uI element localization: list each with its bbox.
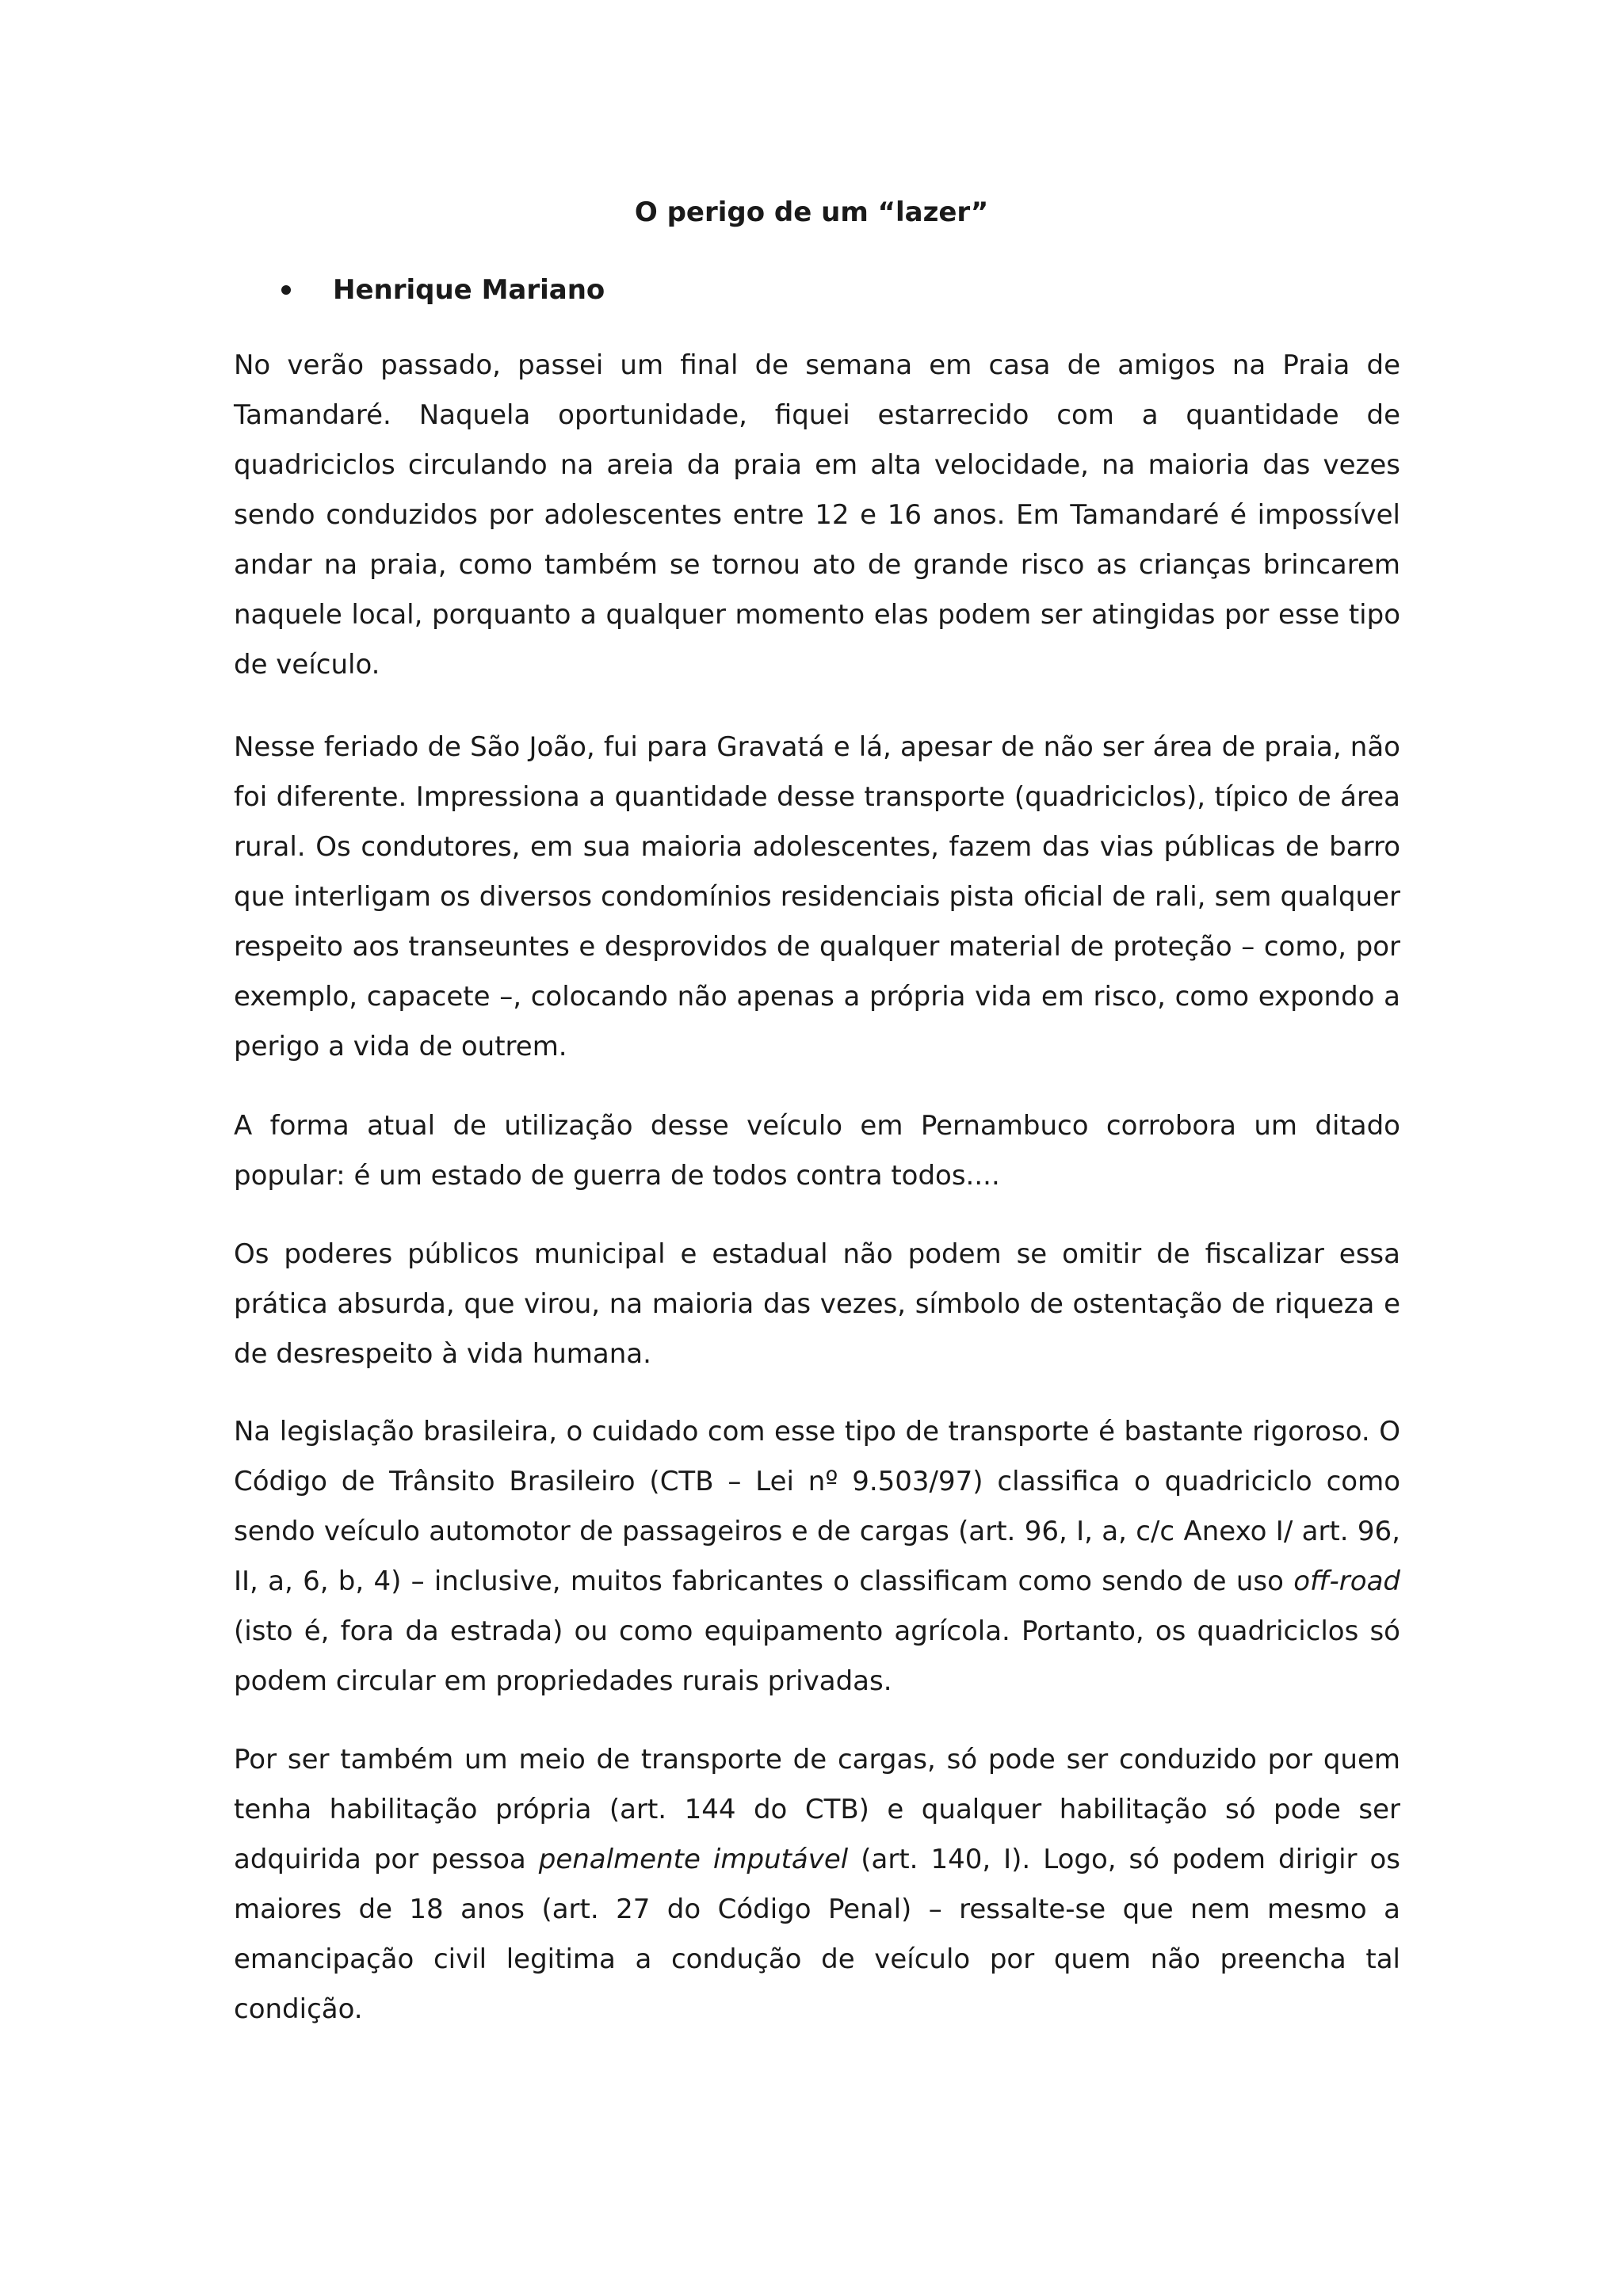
bullet-icon (281, 285, 291, 295)
paragraph-6-text-end: (art. 140, I). Logo, só podem dirigir os maiores de 18 anos (art. 27 do Código Penal) – ressalte-se que nem mesmo a emancipação civil legitima a condução de veículo por quem não preencha tal condição. (234, 1844, 1401, 2025)
paragraph-1: No verão passado, passei um final de semana em casa de amigos na Praia de Tamandaré. Naquela oportunidade, fiquei estarrecido com a quantidade de quadriciclos circulando na areia da praia em alta velocidade, na maioria das vezes sendo conduzidos por adolescentes entre 12 e 16 anos. Em Tamandaré é impossível andar na praia, como também se tornou ato de grande risco as crianças brincarem naquele local, porquanto a qualquer momento elas podem ser atingidas por esse tipo de veículo. (234, 349, 1400, 681)
paragraph-2: Nesse feriado de São João, fui para Gravatá e lá, apesar de não ser área de praia, não foi diferente. Impressiona a quantidade desse transporte (quadriciclos), típico de área rural. Os condutores, em sua maioria adolescentes, fazem das vias públicas de barro que interligam os diversos condomínios residenciais pista oficial de rali, sem qualquer respeito aos transeuntes e desprovidos de qualquer material de proteção – como, por exemplo, capacete –, colocando não apenas a própria vida em risco, como expondo a perigo a vida de outrem. (234, 731, 1400, 1062)
paragraph-5-text-start: Na legislação brasileira, o cuidado com esse tipo de transporte é bastante rigoroso. O Código de Trânsito Brasileiro (CTB – Lei nº 9.503/97) classifica o quadriciclo como sendo veículo automotor de passageiros e de cargas (art. 96, I, a, c/c Anexo I/ art. 96, II, a, 6, b, 4) – inclusive, muitos fabricantes o classificam como sendo de uso (234, 1416, 1400, 1597)
paragraph-5 (234, 1407, 1400, 1707)
author-line (281, 273, 605, 307)
paragraph-3: A forma atual de utilização desse veículo em Pernambuco corrobora um ditado popular: é um estado de guerra de todos contra todos.... (234, 1110, 1400, 1192)
paragraph-4: Os poderes públicos municipal e estadual não podem se omitir de fiscalizar essa prática absurda, que virou, na maioria das vezes, símbolo de ostentação de riqueza e de desrespeito à vida humana. (234, 1238, 1400, 1370)
document-title: O perigo de um “lazer” (634, 196, 989, 228)
paragraph-5-italic-term: off-road (1293, 1566, 1400, 1597)
paragraph-5-text-end: (isto é, fora da estrada) ou como equipamento agrícola. Portanto, os quadriciclos só podem circular em propriedades rurais privadas. (234, 1615, 1400, 1697)
author-name: Henrique Mariano (333, 274, 605, 306)
paragraph-6-italic-term: penalmente imputável (538, 1844, 849, 1875)
paragraph-6 (234, 1735, 1400, 2035)
paragraph-6-text-start: Por ser também um meio de transporte de cargas, só pode ser conduzido por quem tenha habilitação própria (art. 144 do CTB) e qualquer habilitação só pode ser adquirida por pessoa (234, 1744, 1400, 1875)
